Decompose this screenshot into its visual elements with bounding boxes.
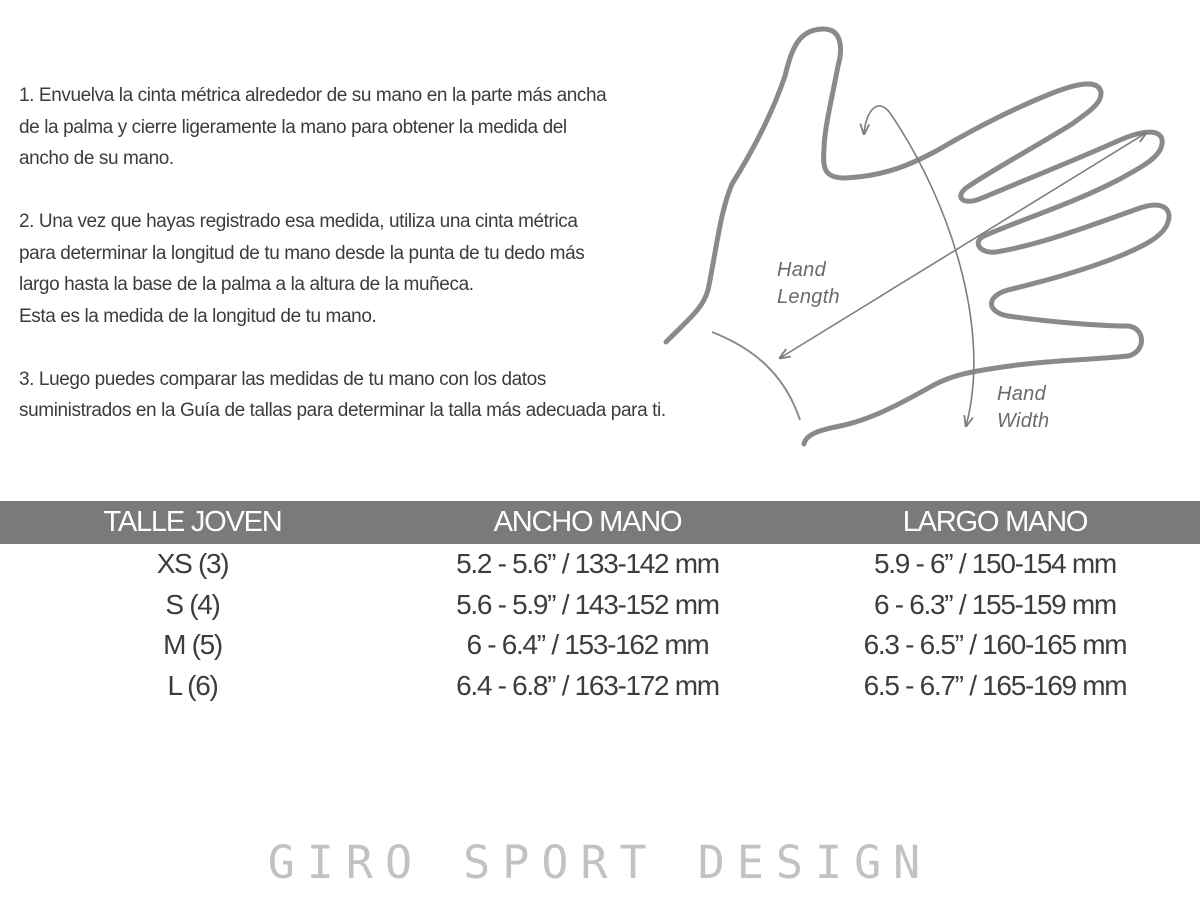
hand-width-cell: 5.6 - 5.9” / 143-152 mm (456, 588, 719, 620)
hand-length-cell: 6 - 6.3” / 155-159 mm (874, 588, 1116, 620)
hand-width-cell: 6 - 6.4” / 153-162 mm (466, 629, 709, 661)
instructions (19, 80, 739, 458)
hand-width-cell: 5.2 - 5.6” / 133-142 mm (456, 548, 719, 580)
hand-length-cell: 5.9 - 6” / 150-154 mm (874, 548, 1116, 580)
brand-wordmark: GIRO SPORT DESIGN (267, 836, 933, 889)
table-header-row (0, 501, 1200, 544)
size-cell: S (4) (165, 588, 220, 620)
table-row (0, 585, 1200, 626)
hand-length-cell: 6.3 - 6.5” / 160-165 mm (863, 629, 1127, 661)
instruction-step-1: 1. Envuelva la cinta métrica alrededor de su mano en la parte más ancha de la palma y cierre ligeramente la mano para obtener la medida del ancho de su mano. (19, 85, 607, 169)
hand-length-label: Hand Length (777, 259, 840, 308)
instruction-step-3: 3. Luego puedes comparar las medidas de tu mano con los datos suministrados en la Guía de tallas para determinar la talla más adecuada para ti. (19, 368, 666, 421)
size-cell: XS (3) (156, 548, 229, 580)
size-table (0, 501, 1200, 706)
hand-outline (666, 29, 1169, 444)
table-row (0, 666, 1200, 707)
size-cell: L (6) (167, 669, 218, 701)
hand-width-cell: 6.4 - 6.8” / 163-172 mm (456, 669, 719, 701)
header-talle-joven: TALLE JOVEN (0, 501, 385, 544)
table-row (0, 625, 1200, 666)
size-cell: M (5) (163, 629, 222, 661)
header-ancho-mano: ANCHO MANO (385, 501, 790, 544)
hand-outline-icon (655, 20, 1185, 452)
hand-width-label: Hand Width (997, 383, 1050, 432)
instruction-step-2: 2. Una vez que hayas registrado esa medida, utiliza una cinta métrica para determinar la longitud de tu mano desde la punta de tu dedo más largo hasta la base de la palma a la altura de la muñeca. Esta es la medida de la longitud de tu mano. (19, 211, 585, 327)
table-row (0, 544, 1200, 585)
header-largo-mano: LARGO MANO (790, 501, 1200, 544)
hand-length-cell: 6.5 - 6.7” / 165-169 mm (863, 669, 1127, 701)
